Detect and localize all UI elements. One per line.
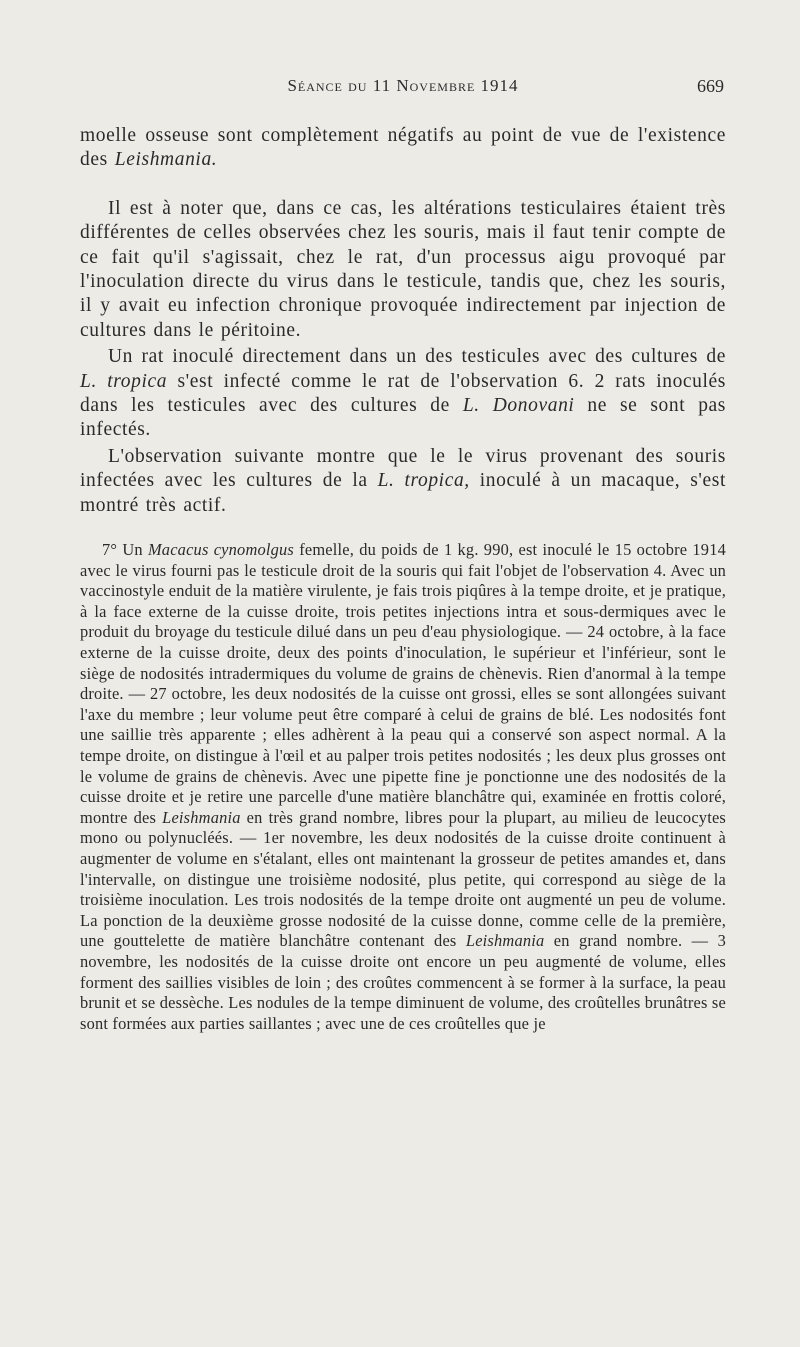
paragraph-4	[80, 445, 726, 518]
observation-paragraph	[80, 540, 726, 1034]
paragraph-3-text-b: s'est infecté comme le rat de l'observation 6. 2 rats inoculés dans les testicules avec des cultures de	[80, 370, 726, 417]
main-text	[80, 124, 726, 518]
paragraph-1-italic: Leishmania.	[114, 149, 218, 171]
paragraph-4-italic: L. tropica,	[377, 470, 470, 492]
paragraph-3-text-a: Un rat inoculé directement dans un des testicules avec des cultures de	[108, 346, 726, 368]
observation-italic-leishmania-2: Leishmania	[465, 931, 545, 951]
observation-italic-species: Macacus cynomolgus	[147, 540, 295, 560]
observation-text	[80, 540, 726, 1034]
observation-italic-leishmania-1: Leishmania	[162, 807, 241, 827]
paragraph-3	[80, 345, 726, 443]
page-number: 669	[697, 76, 724, 96]
paragraph-3-italic-a: L. tropica	[80, 370, 168, 392]
paragraph-4-text-b: inoculé à un macaque, s'est montré très actif.	[80, 470, 726, 516]
running-title: Séance du 11 Novembre 1914	[287, 76, 519, 95]
paragraph-1-text: moelle osseuse sont complètement négatifs au point de vue de l'existence des	[80, 125, 726, 171]
paragraph-3-italic-b: L. Donovani	[462, 395, 575, 417]
body-text	[80, 124, 726, 1034]
page-header	[80, 74, 726, 104]
paragraph-2: Il est à noter que, dans ce cas, les altérations testiculaires étaient très différentes de celles observées chez les souris, mais il faut tenir compte de ce fait qu'il s'agissait, chez le rat, d'un processus aigu provoqué par l'inoculation directe du virus dans le testicule, tandis que, chez les souris, il y avait eu infection chronique provoquée indirectement par injection de cultures dans le péritoine.	[80, 197, 726, 341]
paragraph-3-text-c: ne se sont pas infectés.	[80, 395, 726, 441]
paragraph-1	[80, 124, 726, 173]
paragraph-4-text-a: L'observation suivante montre que le le virus provenant des souris infectées avec les cultures de la	[80, 445, 726, 492]
observation-text-a: 7° Un	[102, 540, 148, 560]
observation-text-d: en grand nombre. — 3 novembre, les nodosités de la cuisse droite ont encore un peu augmenté de volume, elles forment des saillies visibles de loin ; des croûtes commencent à se former à la surface, la peau brunit et se dessèche. Les nodules de la tempe diminuent de volume, des croûtelles brunâtres se sont formées aux parties saillantes ; avec une de ces croûtelles que je	[80, 931, 726, 1033]
observation-text-c: en très grand nombre, libres pour la plupart, au milieu de leucocytes mono ou polynucléés. — 1er novembre, les deux nodosités de la cuisse droite continuent à augmenter de volume en s'étalant, elles ont maintenant la grosseur de petites amandes et, dans l'intervalle, on distingue une troisième nodosité, plus petite, qui correspond au siège de la troisième inoculation. Les trois nodosités de la tempe droite ont augmenté un peu de volume. La ponction de la deuxième grosse nodosité de la cuisse donne, comme celle de la première, une gouttelette de matière blanchâtre contenant des	[80, 807, 726, 951]
observation-text-b: femelle, du poids de 1 kg. 990, est inoculé le 15 octobre 1914 avec le virus fourni pas le testicule droit de la souris qui fait l'objet de l'observation 4. Avec un vaccinostyle enduit de la matière virulente, je fais trois piqûres à la tempe droite, et je pratique, à la face externe de la cuisse droite, trois petites injections intra et sous-dermiques avec le produit du broyage du testicule dilué dans un peu d'eau physiologique. — 24 octobre, à la face externe de la cuisse droite, deux des points d'inoculation, le supérieur et l'inférieur, sont le siège de nodosités intradermiques du volume de grains de chènevis. Rien d'anormal à la tempe droite. — 27 octobre, les deux nodosités de la cuisse ont grossi, elles se sont allongées suivant l'axe du membre ; leur volume peut être comparé à celui de grains de blé. Les nodosités font une saillie très apparente ; elles adhèrent à la peau qui a conservé son aspect normal. A la tempe droite, on distingue à l'œil et au palper trois petites nodosités ; les deux plus grosses ont le volume de grains de chènevis. Avec une pipette fine je ponctionne une des nodosités de la cuisse droite et je retire une parcelle d'une matière blanchâtre qui, examinée en frottis coloré, montre des	[80, 540, 726, 827]
